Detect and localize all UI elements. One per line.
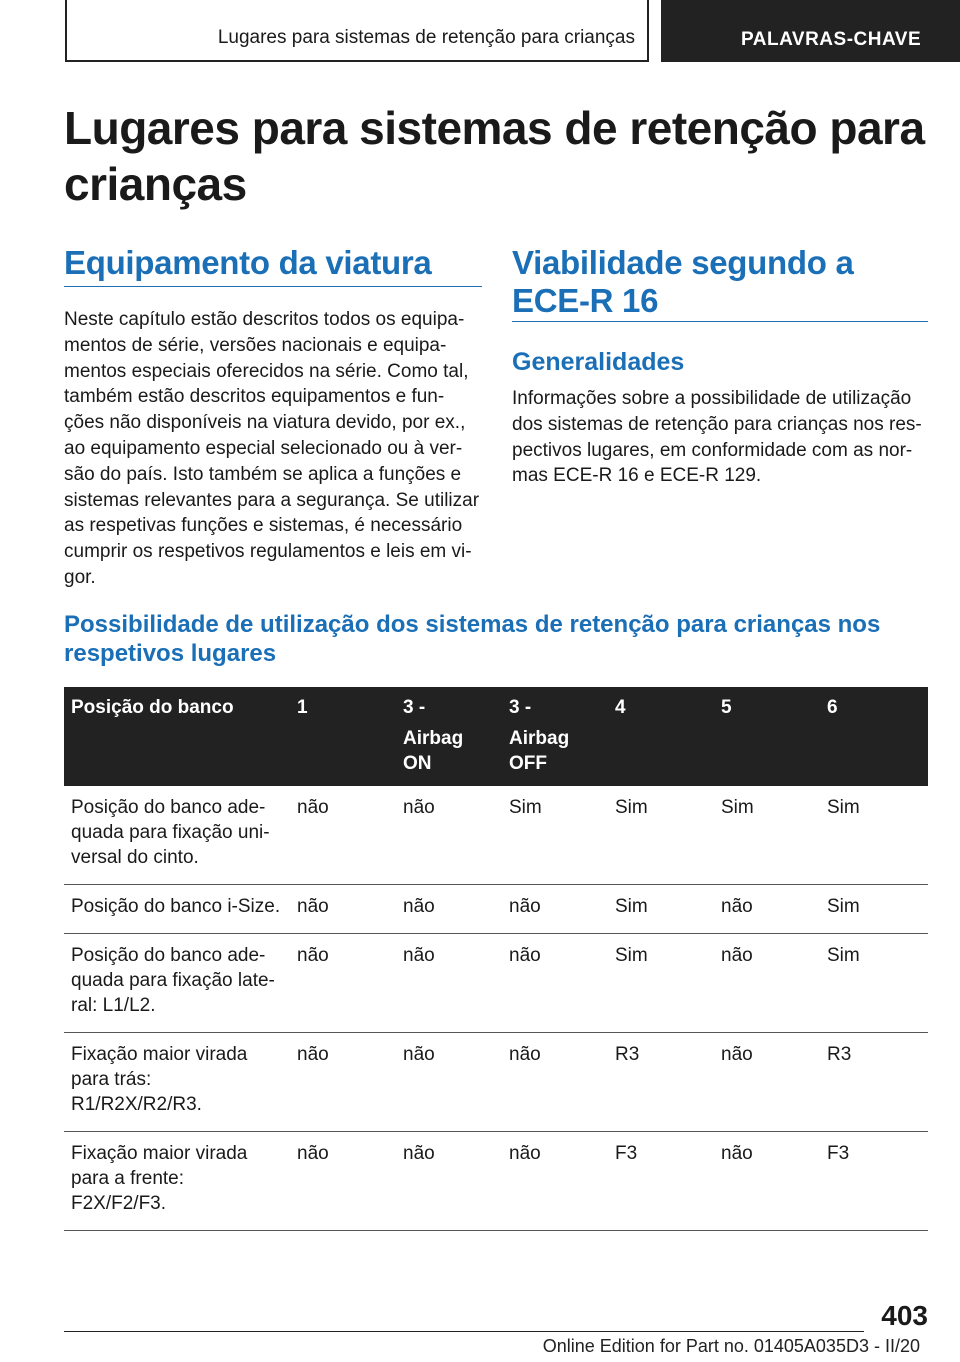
table-row: [64, 786, 928, 885]
page-number: 403: [881, 1300, 928, 1331]
header-cell-text: 5: [721, 697, 732, 718]
table-cell: Sim: [820, 786, 928, 885]
header-tab[interactable]: [661, 0, 960, 62]
table-cell: não: [714, 934, 820, 1033]
table-cell: Sim: [714, 786, 820, 885]
general-body-text: Informações sobre a possibilidade de utilização dos sistemas de retenção para crianças nos res-pectivos lugares, em conformidade com as nor-mas ECE-R 16 e ECE-R 129.: [512, 388, 922, 487]
table-cell: Sim: [502, 786, 608, 885]
header-cell-seat-3-airbag-off: [502, 687, 608, 786]
table-header-row: [64, 687, 928, 786]
section-rule-left: [64, 286, 482, 287]
equipment-body-text: Neste capítulo estão descritos todos os equipa-mentos de série, versões nacionais e equipa-mentos especiais oferecidos na série. Como tal, também estão descritos equipamentos e fun-ções não disponíveis na viatura devido, por ex., ao equipamento especial selecionado ou à ver-são do país. Isto também se aplica a funções e sistemas relevantes para a segurança. Se utilizar as respetivas funções e sistemas, é necessário cumprir os respetivos regulamentos e leis em vi-gor.: [64, 309, 480, 588]
table-row: [64, 1033, 928, 1132]
table-cell: não: [714, 1033, 820, 1132]
table-cell: Sim: [608, 786, 714, 885]
footer-rule: [64, 1331, 864, 1332]
header-tab-label: PALAVRAS-CHAVE: [741, 29, 922, 50]
table-cell: não: [714, 1132, 820, 1231]
header-cell-text: 1: [297, 697, 308, 718]
header-chapter-title: Lugares para sistemas de retenção para crianças: [217, 27, 635, 48]
table-cell: não: [502, 1132, 608, 1231]
table-cell: não: [502, 885, 608, 934]
table-cell: não: [396, 934, 502, 1033]
child-seat-table: [64, 687, 928, 1231]
table-cell: R3: [820, 1033, 928, 1132]
header-cell-seat-6: [820, 687, 928, 786]
section-rule-right: [512, 321, 928, 322]
table-cell: Sim: [820, 885, 928, 934]
table-cell: Posição do banco i-Size.: [64, 885, 290, 934]
header-cell-seat-position: [64, 687, 290, 786]
table-cell: não: [290, 1132, 396, 1231]
table-cell: F3: [608, 1132, 714, 1231]
table-cell: Posição do banco ade-quada para fixação uni-versal do cinto.: [64, 786, 290, 885]
header-cell-seat-4: [608, 687, 714, 786]
table-cell: não: [290, 1033, 396, 1132]
subsection-title-general: Generalidades: [512, 348, 685, 376]
table-cell: F3: [820, 1132, 928, 1231]
header-cell-text: 3 -: [403, 697, 426, 718]
table-cell: Sim: [820, 934, 928, 1033]
table-cell: não: [714, 885, 820, 934]
table-row: [64, 1132, 928, 1231]
header-cell-text: 3 -: [509, 697, 532, 718]
header-cell-seat-3-airbag-on: [396, 687, 502, 786]
header-cell-subtext: Airbag ON: [403, 728, 464, 774]
table-cell: não: [396, 885, 502, 934]
section-title-viability: Viabilidade segundo a ECE-R 16: [512, 244, 854, 319]
table-cell: Posição do banco ade-quada para fixação late-ral: L1/L2.: [64, 934, 290, 1033]
table-cell: Fixação maior virada para trás: R1/R2X/R2/R3.: [64, 1033, 290, 1132]
header-cell-seat-5: [714, 687, 820, 786]
table-cell: não: [502, 1033, 608, 1132]
table-cell: R3: [608, 1033, 714, 1132]
page-title: Lugares para sistemas de retenção para crianças: [64, 102, 925, 210]
table-cell: não: [396, 1033, 502, 1132]
table-cell: não: [396, 786, 502, 885]
header-cell-seat-1: [290, 687, 396, 786]
table-title: Possibilidade de utilização dos sistemas de retenção para crianças nos respetivos lugares: [64, 611, 881, 667]
table-cell: não: [396, 1132, 502, 1231]
table-cell: Sim: [608, 885, 714, 934]
section-title-equipment: Equipamento da viatura: [64, 244, 432, 281]
header-chapter-box: [65, 0, 649, 62]
footer-edition-text: Online Edition for Part no. 01405A035D3 - II/20: [542, 1336, 920, 1356]
header-cell-text: Posição do banco: [71, 697, 234, 718]
header-cell-text: 4: [615, 697, 626, 718]
table-cell: não: [290, 934, 396, 1033]
table-cell: Sim: [608, 934, 714, 1033]
header-cell-subtext: Airbag OFF: [509, 728, 570, 774]
table-row: [64, 885, 928, 934]
table-cell: não: [502, 934, 608, 1033]
table-cell: não: [290, 786, 396, 885]
table-cell: Fixação maior virada para a frente: F2X/F2/F3.: [64, 1132, 290, 1231]
table-cell: não: [290, 885, 396, 934]
table-row: [64, 934, 928, 1033]
header-cell-text: 6: [827, 697, 838, 718]
